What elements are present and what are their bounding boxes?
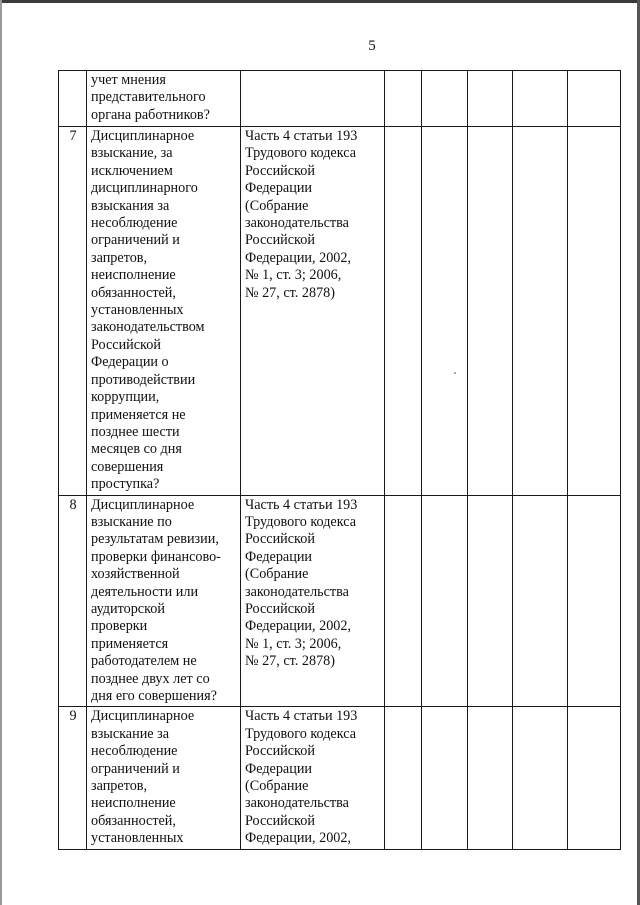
table-row <box>59 71 621 127</box>
question-cell: Дисциплинарное взыскание по результатам ревизии, проверки финансово- хозяйственной деятельности или аудиторской проверки применяется работодателем не позднее двух лет со дня его совершения? <box>87 495 241 707</box>
checklist-table <box>58 70 621 850</box>
answer-cell <box>468 127 513 496</box>
scan-edge-left <box>0 0 2 905</box>
answer-cell <box>385 71 422 127</box>
scan-edge-top <box>0 0 640 3</box>
table-row <box>59 127 621 496</box>
question-cell: учет мнения представительного органа работников? <box>87 71 241 127</box>
page-number: 5 <box>368 38 376 54</box>
answer-cell <box>468 71 513 127</box>
answer-cell <box>385 127 422 496</box>
answer-cell <box>513 127 568 496</box>
answer-cell <box>422 495 468 707</box>
scan-speck <box>454 372 456 374</box>
answer-cell <box>422 71 468 127</box>
reference-cell <box>241 71 385 127</box>
answer-cell <box>468 707 513 849</box>
table-row <box>59 707 621 849</box>
question-cell: Дисциплинарное взыскание, за исключением дисциплинарного взыскания за несоблюдение ограничений и запретов, неисполнение обязанностей, установленных законодательством Российской Федерации о противодействии коррупции, применяется не позднее шести месяцев со дня совершения проступка? <box>87 127 241 496</box>
row-number: 8 <box>59 495 87 707</box>
answer-cell <box>513 495 568 707</box>
row-number: 9 <box>59 707 87 849</box>
answer-cell <box>513 707 568 849</box>
answer-cell <box>568 495 621 707</box>
answer-cell <box>568 71 621 127</box>
answer-cell <box>422 707 468 849</box>
answer-cell <box>568 127 621 496</box>
reference-cell: Часть 4 статьи 193 Трудового кодекса Российской Федерации (Собрание законодательства Российской Федерации, 2002, № 1, ст. 3; 2006, № 27, ст. 2878) <box>241 127 385 496</box>
table-row <box>59 495 621 707</box>
answer-cell <box>513 71 568 127</box>
answer-cell <box>385 495 422 707</box>
row-number <box>59 71 87 127</box>
row-number: 7 <box>59 127 87 496</box>
question-cell: Дисциплинарное взыскание за несоблюдение ограничений и запретов, неисполнение обязанностей, установленных <box>87 707 241 849</box>
reference-cell: Часть 4 статьи 193 Трудового кодекса Российской Федерации (Собрание законодательства Российской Федерации, 2002, <box>241 707 385 849</box>
answer-cell <box>385 707 422 849</box>
answer-cell <box>568 707 621 849</box>
reference-cell: Часть 4 статьи 193 Трудового кодекса Российской Федерации (Собрание законодательства Российской Федерации, 2002, № 1, ст. 3; 2006, № 27, ст. 2878) <box>241 495 385 707</box>
answer-cell <box>422 127 468 496</box>
answer-cell <box>468 495 513 707</box>
